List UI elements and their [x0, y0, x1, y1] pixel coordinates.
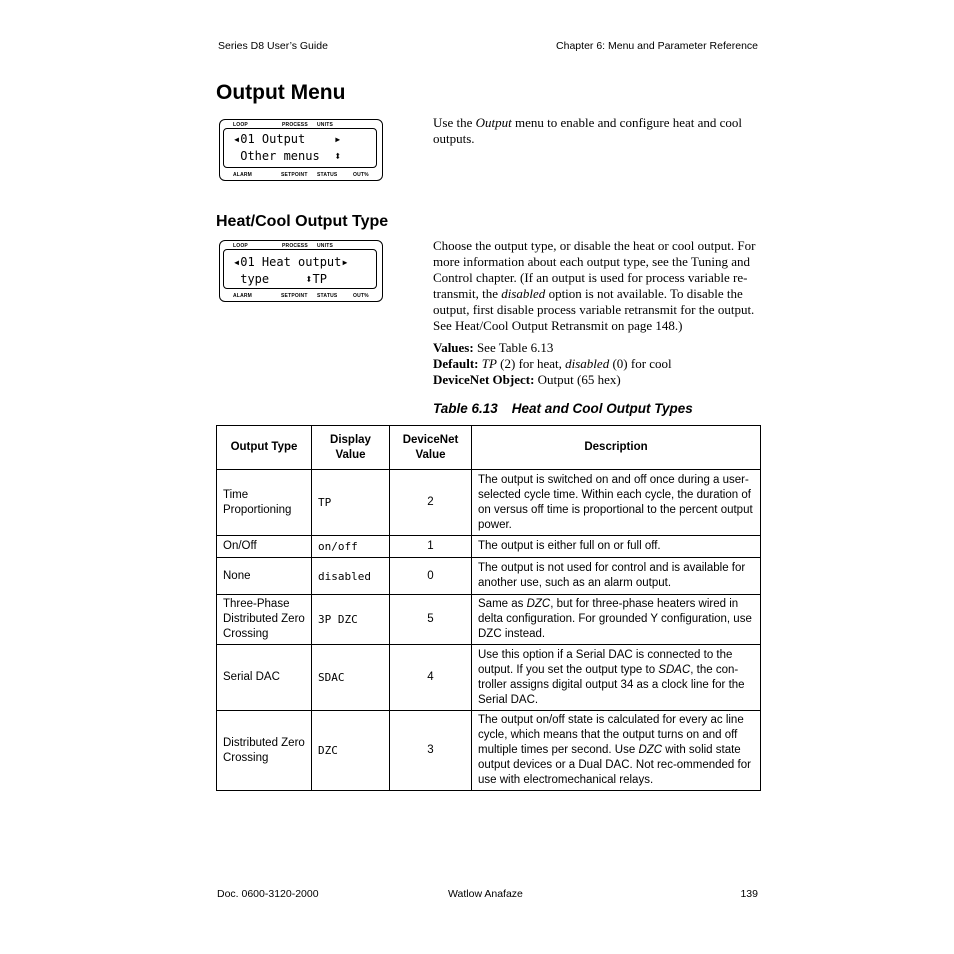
header-left: Series D8 User’s Guide — [218, 40, 328, 52]
heat-cool-details — [433, 340, 759, 388]
output-types-table — [216, 425, 761, 791]
output-menu-paragraph: Use the Output menu to enable and configure heat and cool outputs. — [433, 115, 743, 146]
lcd-label-process: PROCESS — [282, 243, 308, 249]
footer-center: Watlow Anafaze — [448, 888, 523, 900]
cell-description: Same as DZC, but for three-phase heaters wired in delta configuration. For grounded Y configuration, use DZC instead. — [472, 595, 761, 645]
cell-description: The output on/off state is calculated for every ac line cycle, which means that the output turns on and off multiple times per second. Use DZC with solid state output devices or a Dual DAC. Not rec-ommended for use with electromechanical relays. — [472, 711, 761, 791]
cell-display-value: disabled — [312, 558, 390, 595]
lcd-label-units: UNITS — [317, 243, 333, 249]
lcd-line-2: Other menus ⬍ — [233, 149, 342, 163]
cell-output-type: None — [217, 558, 312, 595]
values-line: Values: See Table 6.13 — [433, 340, 554, 355]
default-line: Default: TP (2) for heat, disabled (0) for cool — [433, 356, 672, 371]
header-output-type: Output Type — [217, 426, 312, 470]
table-row — [217, 595, 761, 645]
table-row — [217, 536, 761, 558]
lcd-label-status: STATUS — [317, 172, 338, 178]
lcd-label-alarm: ALARM — [233, 172, 253, 178]
lcd-label-setpoint: SETPOINT — [281, 172, 308, 178]
lcd-line-2: type ⬍TP — [233, 272, 327, 286]
header-display-value: Display Value — [312, 426, 390, 470]
cell-devicenet-value: 5 — [390, 595, 472, 645]
table-caption: Table 6.13 Heat and Cool Output Types — [433, 401, 693, 416]
cell-display-value: SDAC — [312, 645, 390, 711]
cell-display-value: 3P DZC — [312, 595, 390, 645]
lcd-label-units: UNITS — [317, 122, 333, 128]
footer-page-number: 139 — [740, 888, 758, 900]
lcd-line-1: ◂01 Output ▸ — [233, 132, 342, 146]
footer-left: Doc. 0600-3120-2000 — [217, 888, 319, 900]
cell-devicenet-value: 3 — [390, 711, 472, 791]
cell-output-type: Time Proportioning — [217, 470, 312, 536]
cell-display-value: TP — [312, 470, 390, 536]
section-title-output-menu: Output Menu — [216, 81, 346, 104]
lcd-output-menu — [219, 119, 383, 181]
header-description: Description — [472, 426, 761, 470]
heat-cool-paragraph: Choose the output type, or disable the heat or cool output. For more information about each output type, see the Tuning and Control chapter. (If an output is used for process variable re-transmit, the disabled option is not available. To disable the output, first disable process variable retransmit for the output. See Heat/Cool Output Retransmit on page 148.) — [433, 238, 756, 333]
cell-devicenet-value: 1 — [390, 536, 472, 558]
cell-devicenet-value: 4 — [390, 645, 472, 711]
lcd-label-process: PROCESS — [282, 122, 308, 128]
cell-devicenet-value: 0 — [390, 558, 472, 595]
lcd-label-setpoint: SETPOINT — [281, 293, 308, 299]
table-row — [217, 645, 761, 711]
lcd-label-alarm: ALARM — [233, 293, 253, 299]
lcd-line-1: ◂01 Heat output▸ — [233, 255, 349, 269]
header-devicenet-value: DeviceNet Value — [390, 426, 472, 470]
devicenet-line: DeviceNet Object: Output (65 hex) — [433, 372, 621, 387]
header-right: Chapter 6: Menu and Parameter Reference — [556, 40, 758, 52]
table-row — [217, 470, 761, 536]
lcd-label-loop: LOOP — [233, 122, 248, 128]
cell-output-type: On/Off — [217, 536, 312, 558]
lcd-label-out: OUT% — [353, 293, 369, 299]
lcd-label-loop: LOOP — [233, 243, 248, 249]
cell-description: The output is either full on or full off. — [472, 536, 761, 558]
cell-output-type: Serial DAC — [217, 645, 312, 711]
cell-output-type: Distributed Zero Crossing — [217, 711, 312, 791]
lcd-label-out: OUT% — [353, 172, 369, 178]
cell-devicenet-value: 2 — [390, 470, 472, 536]
cell-description: The output is switched on and off once during a user-selected cycle time. Within each cycle, the duration of on versus off time is proportional to the percent output power. — [472, 470, 761, 536]
table-row — [217, 558, 761, 595]
section-title-heat-cool: Heat/Cool Output Type — [216, 213, 389, 230]
cell-description: The output is not used for control and is available for another use, such as an alarm output. — [472, 558, 761, 595]
table-header-row — [217, 426, 761, 470]
cell-display-value: on/off — [312, 536, 390, 558]
lcd-label-status: STATUS — [317, 293, 338, 299]
table-row — [217, 711, 761, 791]
cell-display-value: DZC — [312, 711, 390, 791]
cell-description: Use this option if a Serial DAC is connected to the output. If you set the output type to SDAC, the con-troller assigns digital output 34 as a clock line for the Serial DAC. — [472, 645, 761, 711]
cell-output-type: Three-Phase Distributed Zero Crossing — [217, 595, 312, 645]
lcd-heat-cool — [219, 240, 383, 302]
